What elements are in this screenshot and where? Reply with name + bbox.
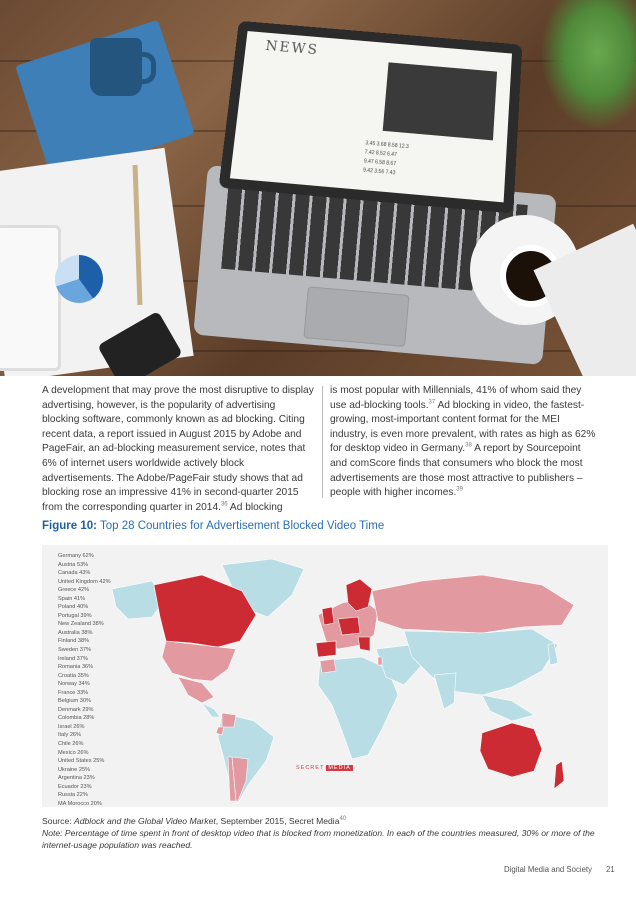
- iberia: [316, 641, 336, 657]
- legend-item: Portugal 39%: [58, 612, 92, 619]
- body-right-column: [330, 384, 596, 501]
- australia: [480, 723, 542, 777]
- new-zealand: [554, 761, 564, 789]
- legend-item: Croatia 35%: [58, 672, 89, 679]
- coffee-mug: [90, 38, 142, 96]
- legend-item: Norway 34%: [58, 681, 90, 688]
- greece-balkans: [358, 637, 370, 651]
- legend-item: Mexico 26%: [58, 749, 89, 756]
- footnote-ref: 36: [220, 501, 228, 508]
- legend-item: United States 25%: [58, 758, 105, 765]
- legend-item: Romania 36%: [58, 664, 94, 671]
- legend-item: United Kingdom 42%: [58, 578, 111, 585]
- body-left-text: A development that may prove the most disruptive to display advertising, however, is the popularity of advertising blocking software, commonly known as ad blocking. Citing recent data, a report issued in August 2015 by Adobe and PageFair, an ad-blocking measurement service, notes that 6% of internet users worldwide actively block advertisements. The Adobe/PageFair study shows that ad blocking rose an impressive 41% in second-quarter 2015 from the corresponding quarter in 2014.: [42, 385, 314, 513]
- laptop-screen: [219, 21, 523, 214]
- figure-title-text: Top 28 Countries for Advertisement Blocked Video Time: [99, 520, 385, 532]
- legend-item: Chile 26%: [58, 741, 84, 748]
- secret-media-logo: SECRET MEDIA: [296, 765, 351, 771]
- legend-item: Austria 53%: [58, 561, 89, 568]
- southeast-asia: [482, 695, 534, 721]
- column-divider: [322, 386, 323, 498]
- figure-label: Figure 10:: [42, 520, 97, 532]
- source-title: Adblock and the Global Video Market: [74, 816, 216, 826]
- russia: [372, 575, 574, 633]
- legend-item: Ecuador 23%: [58, 783, 92, 790]
- body-right-text-2: Ad blocking in video, the fastest-growing, most-important content format for the MEI industry, is even more prevalent, with rates as high as 62% for desktop video in Germany.: [330, 399, 596, 455]
- pie-chart-graphic: [55, 255, 103, 303]
- legend-item: Canada 43%: [58, 570, 91, 577]
- united-states: [162, 641, 236, 681]
- legend-item: Russia 22%: [58, 792, 88, 799]
- publication-name: Digital Media and Society: [504, 865, 592, 874]
- figure-note: Note: Percentage of time spent in front of desktop video that is blocked from monetization. In each of the countries measured, 30% or more of the internet-usage population was reached.: [42, 828, 595, 850]
- india: [434, 673, 456, 709]
- legend-item: Israel 26%: [58, 723, 85, 730]
- footnote-ref: 38: [465, 442, 472, 449]
- colombia: [222, 713, 236, 727]
- legend-item: France 33%: [58, 689, 89, 696]
- body-left-tail: Ad blocking: [227, 501, 283, 513]
- asia: [404, 629, 558, 695]
- legend-item: MA Morocco 20%: [58, 800, 102, 807]
- legend-item: Ireland 37%: [58, 655, 88, 662]
- israel: [378, 657, 382, 665]
- uk-ireland: [322, 607, 334, 625]
- figure-title: [42, 520, 384, 532]
- page-footer: [504, 865, 615, 874]
- legend-item: Ukraine 25%: [58, 766, 91, 773]
- legend-item: Argentina 23%: [58, 775, 95, 782]
- legend-item: Germany 62%: [58, 553, 94, 559]
- central-america: [202, 703, 220, 717]
- legend-item: Spain 41%: [58, 595, 86, 602]
- central-europe: [338, 617, 360, 635]
- legend-item: Sweden 37%: [58, 647, 91, 654]
- plant: [540, 0, 636, 130]
- hero-photo: [0, 0, 636, 376]
- legend-item: Denmark 29%: [58, 706, 94, 713]
- body-right-text-1: is most popular with Millennials, 41% of whom said they use ad-blocking tools.: [330, 385, 582, 411]
- legend-item: Finland 38%: [58, 638, 90, 645]
- screen-news-heading: NEWS: [264, 38, 320, 59]
- tablet: [0, 225, 61, 371]
- legend-item: New Zealand 38%: [58, 621, 104, 628]
- screen-stock-panel: [383, 62, 497, 140]
- figure-source: Source: Adblock and the Global Video Market, September 2015, Secret Media$^{40}$: [42, 816, 347, 826]
- legend-item: Italy 26%: [58, 732, 82, 739]
- screen-numbers: 3.45 3.68 8.58 12.3 7.42 8.52 6.47 9.47 6.58 8.67 9.42 3.56 7.43: [362, 140, 409, 177]
- map-legend: [58, 552, 111, 808]
- legend-item: Belgium 30%: [58, 698, 91, 705]
- body-left-column: [42, 384, 314, 515]
- trackpad: [303, 286, 409, 347]
- morocco: [320, 659, 336, 673]
- body-right-text-3: A report by Sourcepoint and comScore finds that consumers who block the most advertisements are those most attractive to publishers – people with higher incomes.: [330, 443, 583, 499]
- legend-item: Colombia 28%: [58, 715, 95, 722]
- page-number: 21: [605, 865, 615, 874]
- footnote-ref: 37: [428, 399, 436, 406]
- footnote-ref: 39: [456, 486, 463, 493]
- legend-item: Australia 38%: [58, 629, 93, 636]
- legend-item: Greece 42%: [58, 587, 90, 594]
- legend-item: Poland 40%: [58, 604, 89, 611]
- footnote-ref: 40: [339, 816, 347, 823]
